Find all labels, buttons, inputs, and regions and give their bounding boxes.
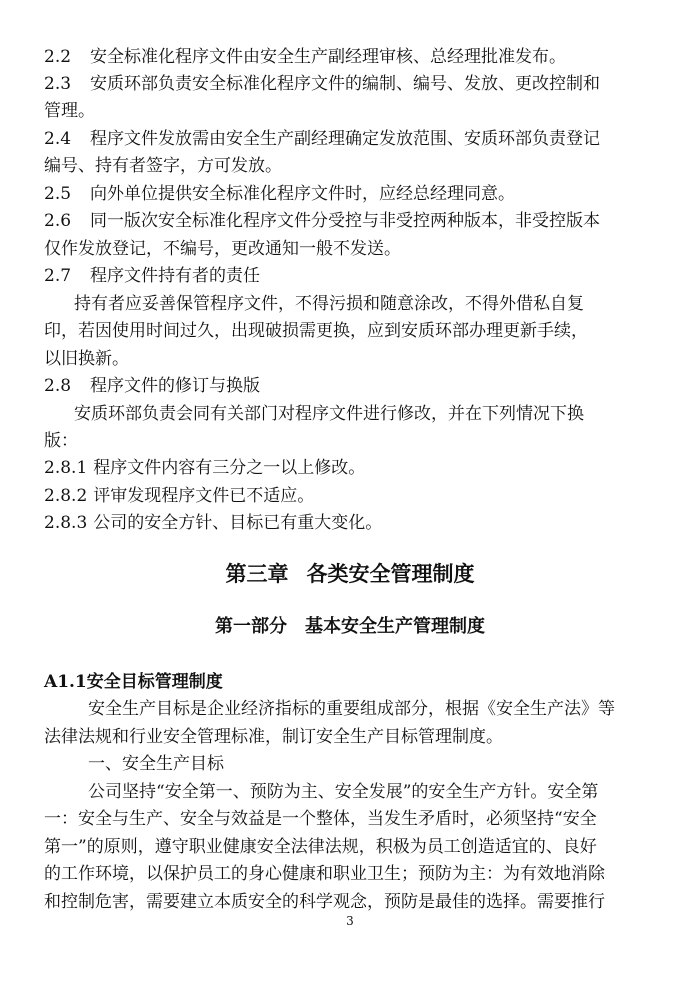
clause-number: 2.2 [44, 47, 72, 67]
clause-2-8-1 [44, 455, 365, 481]
clause-text: 安质环部负责安全标准化程序文件的编制、编号、发放、更改控制和 [90, 74, 600, 94]
clause-number: 2.6 [44, 211, 72, 231]
clause-number: 2.8.2 [44, 486, 88, 506]
clause-2-7-paragraph [74, 291, 584, 317]
clause-text: 程序文件内容有三分之一以上修改。 [93, 458, 366, 478]
clause-text: 持有者应妥善保管程序文件，不得污损和随意涂改，不得外借私自复 [74, 294, 584, 314]
clause-number: 2.5 [44, 184, 72, 204]
body-line [44, 724, 503, 750]
part-heading [0, 612, 700, 638]
page-number: 3 [346, 914, 354, 928]
clause-text: 管理。 [44, 101, 95, 121]
clause-2-7-paragraph-line3 [44, 346, 129, 372]
clause-2-4 [44, 126, 600, 152]
body-line [44, 861, 605, 887]
clause-2-4-continued [44, 153, 282, 179]
clause-2-8-paragraph [74, 401, 584, 427]
clause-text: 编号、持有者签字，方可发放。 [44, 156, 282, 176]
clause-text: 印，若因使用时间过久，出现破损需更换，应到安质环部办理更新手续， [44, 321, 588, 341]
chapter-number: 第三章 [225, 561, 289, 586]
clause-number: 2.4 [44, 129, 72, 149]
clause-2-6-continued [44, 236, 401, 262]
body-text: 安全生产目标是企业经济指标的重要组成部分，根据《安全生产法》等 [88, 699, 615, 719]
clause-number: 2.8.3 [44, 513, 88, 533]
body-text: 公司坚持“安全第一、预防为主、安全发展”的安全生产方针。安全第 [88, 782, 599, 802]
chapter-heading [0, 558, 700, 588]
body-line [88, 696, 615, 722]
clause-number: 2.8.1 [44, 458, 88, 478]
body-line [44, 806, 597, 832]
clause-text: 公司的安全方针、目标已有重大变化。 [93, 513, 383, 533]
clause-text: 评审发现程序文件已不适应。 [93, 486, 315, 506]
clause-2-2 [44, 44, 566, 70]
part-number: 第一部分 [215, 616, 287, 637]
clause-number: 2.7 [44, 266, 72, 286]
clause-text: 安全标准化程序文件由安全生产副经理审核、总经理批准发布。 [90, 47, 566, 67]
clause-text: 程序文件的修订与换版 [90, 376, 260, 396]
clause-text: 程序文件发放需由安全生产副经理确定发放范围、安质环部负责登记 [90, 129, 600, 149]
clause-2-6 [44, 208, 600, 234]
body-text: 和控制危害，需要建立本质安全的科学观念，预防是最佳的选择。需要推行 [44, 892, 605, 912]
chapter-title: 各类安全管理制度 [306, 561, 475, 586]
clause-text: 同一版次安全标准化程序文件分受控与非受控两种版本，非受控版本 [90, 211, 600, 231]
clause-text: 向外单位提供安全标准化程序文件时，应经总经理同意。 [90, 184, 515, 204]
section-title [44, 669, 223, 695]
clause-2-8-paragraph-line2 [44, 428, 78, 454]
clause-text: 以旧换新。 [44, 349, 129, 369]
clause-2-8 [44, 373, 260, 399]
clause-text: 程序文件持有者的责任 [90, 266, 260, 286]
body-line [44, 889, 605, 915]
body-text: 第一”的原则，遵守职业健康安全法律法规，积极为员工创造适宜的、良好 [44, 837, 597, 857]
section-number: A1.1 [44, 672, 87, 692]
body-text: 的工作环境，以保护员工的身心健康和职业卫生；预防为主：为有效地消除 [44, 864, 605, 884]
body-line [44, 834, 597, 860]
subsection-heading [88, 751, 224, 777]
clause-text: 安质环部负责会同有关部门对程序文件进行修改，并在下列情况下换 [74, 404, 584, 424]
clause-2-3-continued [44, 98, 95, 124]
clause-number: 2.3 [44, 74, 72, 94]
clause-2-7 [44, 263, 260, 289]
clause-2-8-2 [44, 483, 314, 509]
part-title: 基本安全生产管理制度 [305, 616, 485, 637]
body-text: 一、安全生产目标 [88, 754, 224, 774]
clause-text: 版： [44, 431, 78, 451]
clause-2-7-paragraph-line2 [44, 318, 588, 344]
body-line [88, 779, 598, 805]
clause-text: 仅作发放登记，不编号，更改通知一般不发送。 [44, 239, 401, 259]
clause-2-8-3 [44, 510, 382, 536]
clause-number: 2.8 [44, 376, 72, 396]
section-name: 安全目标管理制度 [86, 672, 223, 692]
clause-2-3 [44, 71, 600, 97]
clause-2-5 [44, 181, 515, 207]
body-text: 一：安全与生产、安全与效益是一个整体，当发生矛盾时，必须坚持“安全 [44, 809, 597, 829]
body-text: 法律法规和行业安全管理标准，制订安全生产目标管理制度。 [44, 727, 503, 747]
